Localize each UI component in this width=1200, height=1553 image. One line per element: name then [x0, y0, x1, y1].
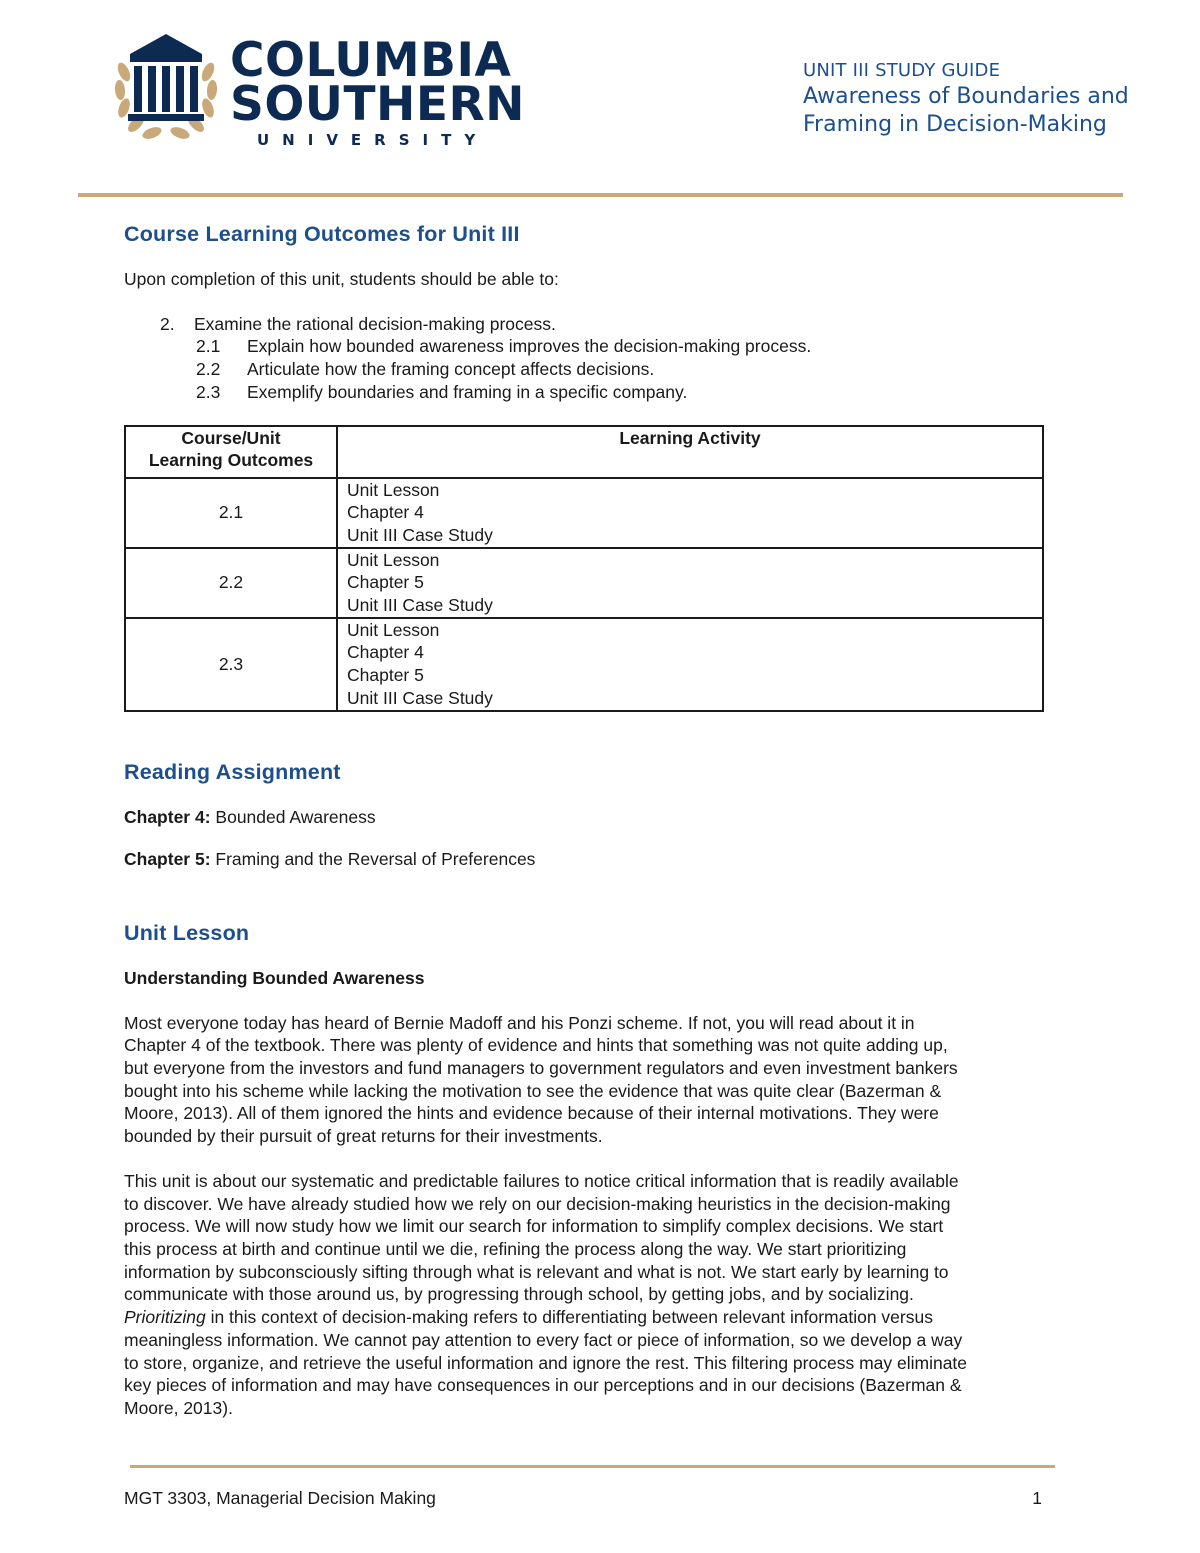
table-row: [125, 548, 1043, 618]
activity-item: Chapter 4: [347, 642, 424, 663]
reading-item-label: Chapter 5:: [124, 849, 211, 870]
reading-item-title: Bounded Awareness: [210, 806, 376, 827]
footer-page-number: 1: [1032, 1488, 1042, 1508]
table-header-row: [125, 426, 1043, 478]
columns-crest-icon: [112, 32, 220, 142]
study-guide-title-line2: Framing in Decision-Making: [803, 112, 1107, 137]
outcome-item: [124, 313, 1084, 336]
header-divider: [78, 193, 1123, 197]
table-cell-outcome: 2.1: [125, 478, 337, 548]
study-guide-label: UNIT III STUDY GUIDE: [803, 60, 1001, 81]
activity-item: Unit Lesson: [347, 619, 440, 640]
outcomes-heading: Course Learning Outcomes for Unit III: [124, 222, 520, 246]
table-cell-activities: [337, 618, 1043, 711]
reading-item-title: Framing and the Reversal of Preferences: [210, 849, 536, 870]
text-line: process. We will now study how we limit our search for information to simplify complex decisions. We start: [124, 1216, 944, 1237]
table-row: [125, 618, 1043, 711]
text-line: Moore, 2013). All of them ignored the hints and evidence because of their internal motivations. They were: [124, 1103, 939, 1124]
study-guide-title-line1: Awareness of Boundaries and: [803, 84, 1129, 109]
footer-divider: [130, 1465, 1055, 1468]
sub-outcome-number: 2.3: [196, 381, 221, 402]
text-line: information by subconsciously sifting through what is relevant and what is not. We start early by learning to: [124, 1261, 949, 1282]
lesson-heading: Unit Lesson: [124, 920, 250, 945]
text-line: key pieces of information and may have consequences in our perceptions and in our decisions (Bazerman &: [124, 1375, 962, 1396]
table-header-activity: Learning Activity: [337, 426, 1043, 478]
text-line: to store, organize, and retrieve the useful information and ignore the rest. This filtering process may eliminate: [124, 1352, 968, 1373]
table-cell-outcome: 2.2: [125, 548, 337, 618]
outcomes-list: [124, 313, 1084, 404]
text-line: meaningless information. We cannot pay attention to every fact or piece of information, so we develop a way: [124, 1329, 963, 1350]
header-text-line1: Course/Unit: [181, 427, 281, 448]
activity-item: Chapter 5: [347, 665, 424, 686]
study-guide-header: [803, 60, 1129, 138]
logo-line-columbia: COLUMBIA: [230, 33, 512, 88]
text-line: Chapter 4 of the textbook. There was plenty of evidence and hints that something was not quite adding up,: [124, 1035, 948, 1056]
sub-outcome-item: [124, 381, 1084, 404]
text-line: bounded by their pursuit of great returns for their investments.: [124, 1126, 603, 1147]
reading-item: [124, 806, 1084, 829]
logo-line-southern: SOUTHERN: [230, 77, 525, 132]
italic-term: Prioritizing: [124, 1307, 206, 1328]
text-line-rest: in this context of decision-making refers to differentiating between relevant information versus: [205, 1307, 933, 1328]
sub-outcome-item: [124, 358, 1084, 381]
reading-item-label: Chapter 4:: [124, 806, 211, 827]
activity-item: Unit Lesson: [347, 479, 440, 500]
outcome-text: Examine the rational decision-making process.: [194, 313, 556, 334]
table-cell-activities: [337, 548, 1043, 618]
text-line: Moore, 2013).: [124, 1397, 233, 1418]
text-line: [124, 1306, 1084, 1329]
logo-line-university: UNIVERSITY: [257, 131, 489, 149]
text-line: this process at birth and continue until we die, refining the process along the way. We start prioritizing: [124, 1238, 907, 1259]
university-logo: [112, 30, 525, 152]
lesson-paragraph-1: [124, 1012, 1084, 1148]
text-line: to discover. We have already studied how we rely on our decision-making heuristics in the decision-making: [124, 1193, 951, 1214]
footer-course: MGT 3303, Managerial Decision Making: [124, 1488, 436, 1508]
text-line: communicate with those around us, by progressing through school, by getting jobs, and by socializing.: [124, 1284, 914, 1305]
activity-item: Unit III Case Study: [347, 524, 493, 545]
outcomes-intro: Upon completion of this unit, students should be able to:: [124, 269, 559, 289]
sub-outcome-text: Explain how bounded awareness improves the decision-making process.: [247, 336, 812, 357]
learning-outcomes-table: [124, 425, 1044, 712]
text-line: This unit is about our systematic and predictable failures to notice critical information that is readily available: [124, 1170, 959, 1191]
page-content: [124, 220, 1084, 1420]
reading-item: [124, 848, 1084, 871]
sub-outcome-text: Exemplify boundaries and framing in a specific company.: [247, 381, 688, 402]
table-cell-outcome: 2.3: [125, 618, 337, 711]
text-line: Most everyone today has heard of Bernie Madoff and his Ponzi scheme. If not, you will read about it in: [124, 1012, 915, 1033]
sub-outcome-item: [124, 335, 1084, 358]
lesson-subheading: Understanding Bounded Awareness: [124, 967, 425, 988]
activity-item: Unit Lesson: [347, 549, 440, 570]
activity-item: Unit III Case Study: [347, 687, 493, 708]
table-cell-activities: [337, 478, 1043, 548]
text-line: but everyone from the investors and fund managers to government regulators and even investment bankers: [124, 1058, 958, 1079]
table-row: [125, 478, 1043, 548]
activity-item: Chapter 4: [347, 502, 424, 523]
sub-outcome-number: 2.2: [196, 359, 221, 380]
outcome-number: 2.: [160, 313, 175, 334]
sub-outcome-text: Articulate how the framing concept affects decisions.: [247, 359, 655, 380]
text-line: bought into his scheme while lacking the motivation to see the evidence that was quite clear (Bazerman &: [124, 1080, 942, 1101]
header-text-line2: Learning Outcomes: [148, 450, 314, 471]
table-header-outcomes: [125, 426, 337, 478]
sub-outcome-number: 2.1: [196, 336, 221, 357]
lesson-paragraph-2: [124, 1170, 1084, 1420]
reading-heading: Reading Assignment: [124, 759, 341, 784]
activity-item: Unit III Case Study: [347, 595, 493, 616]
activity-item: Chapter 5: [347, 572, 424, 593]
